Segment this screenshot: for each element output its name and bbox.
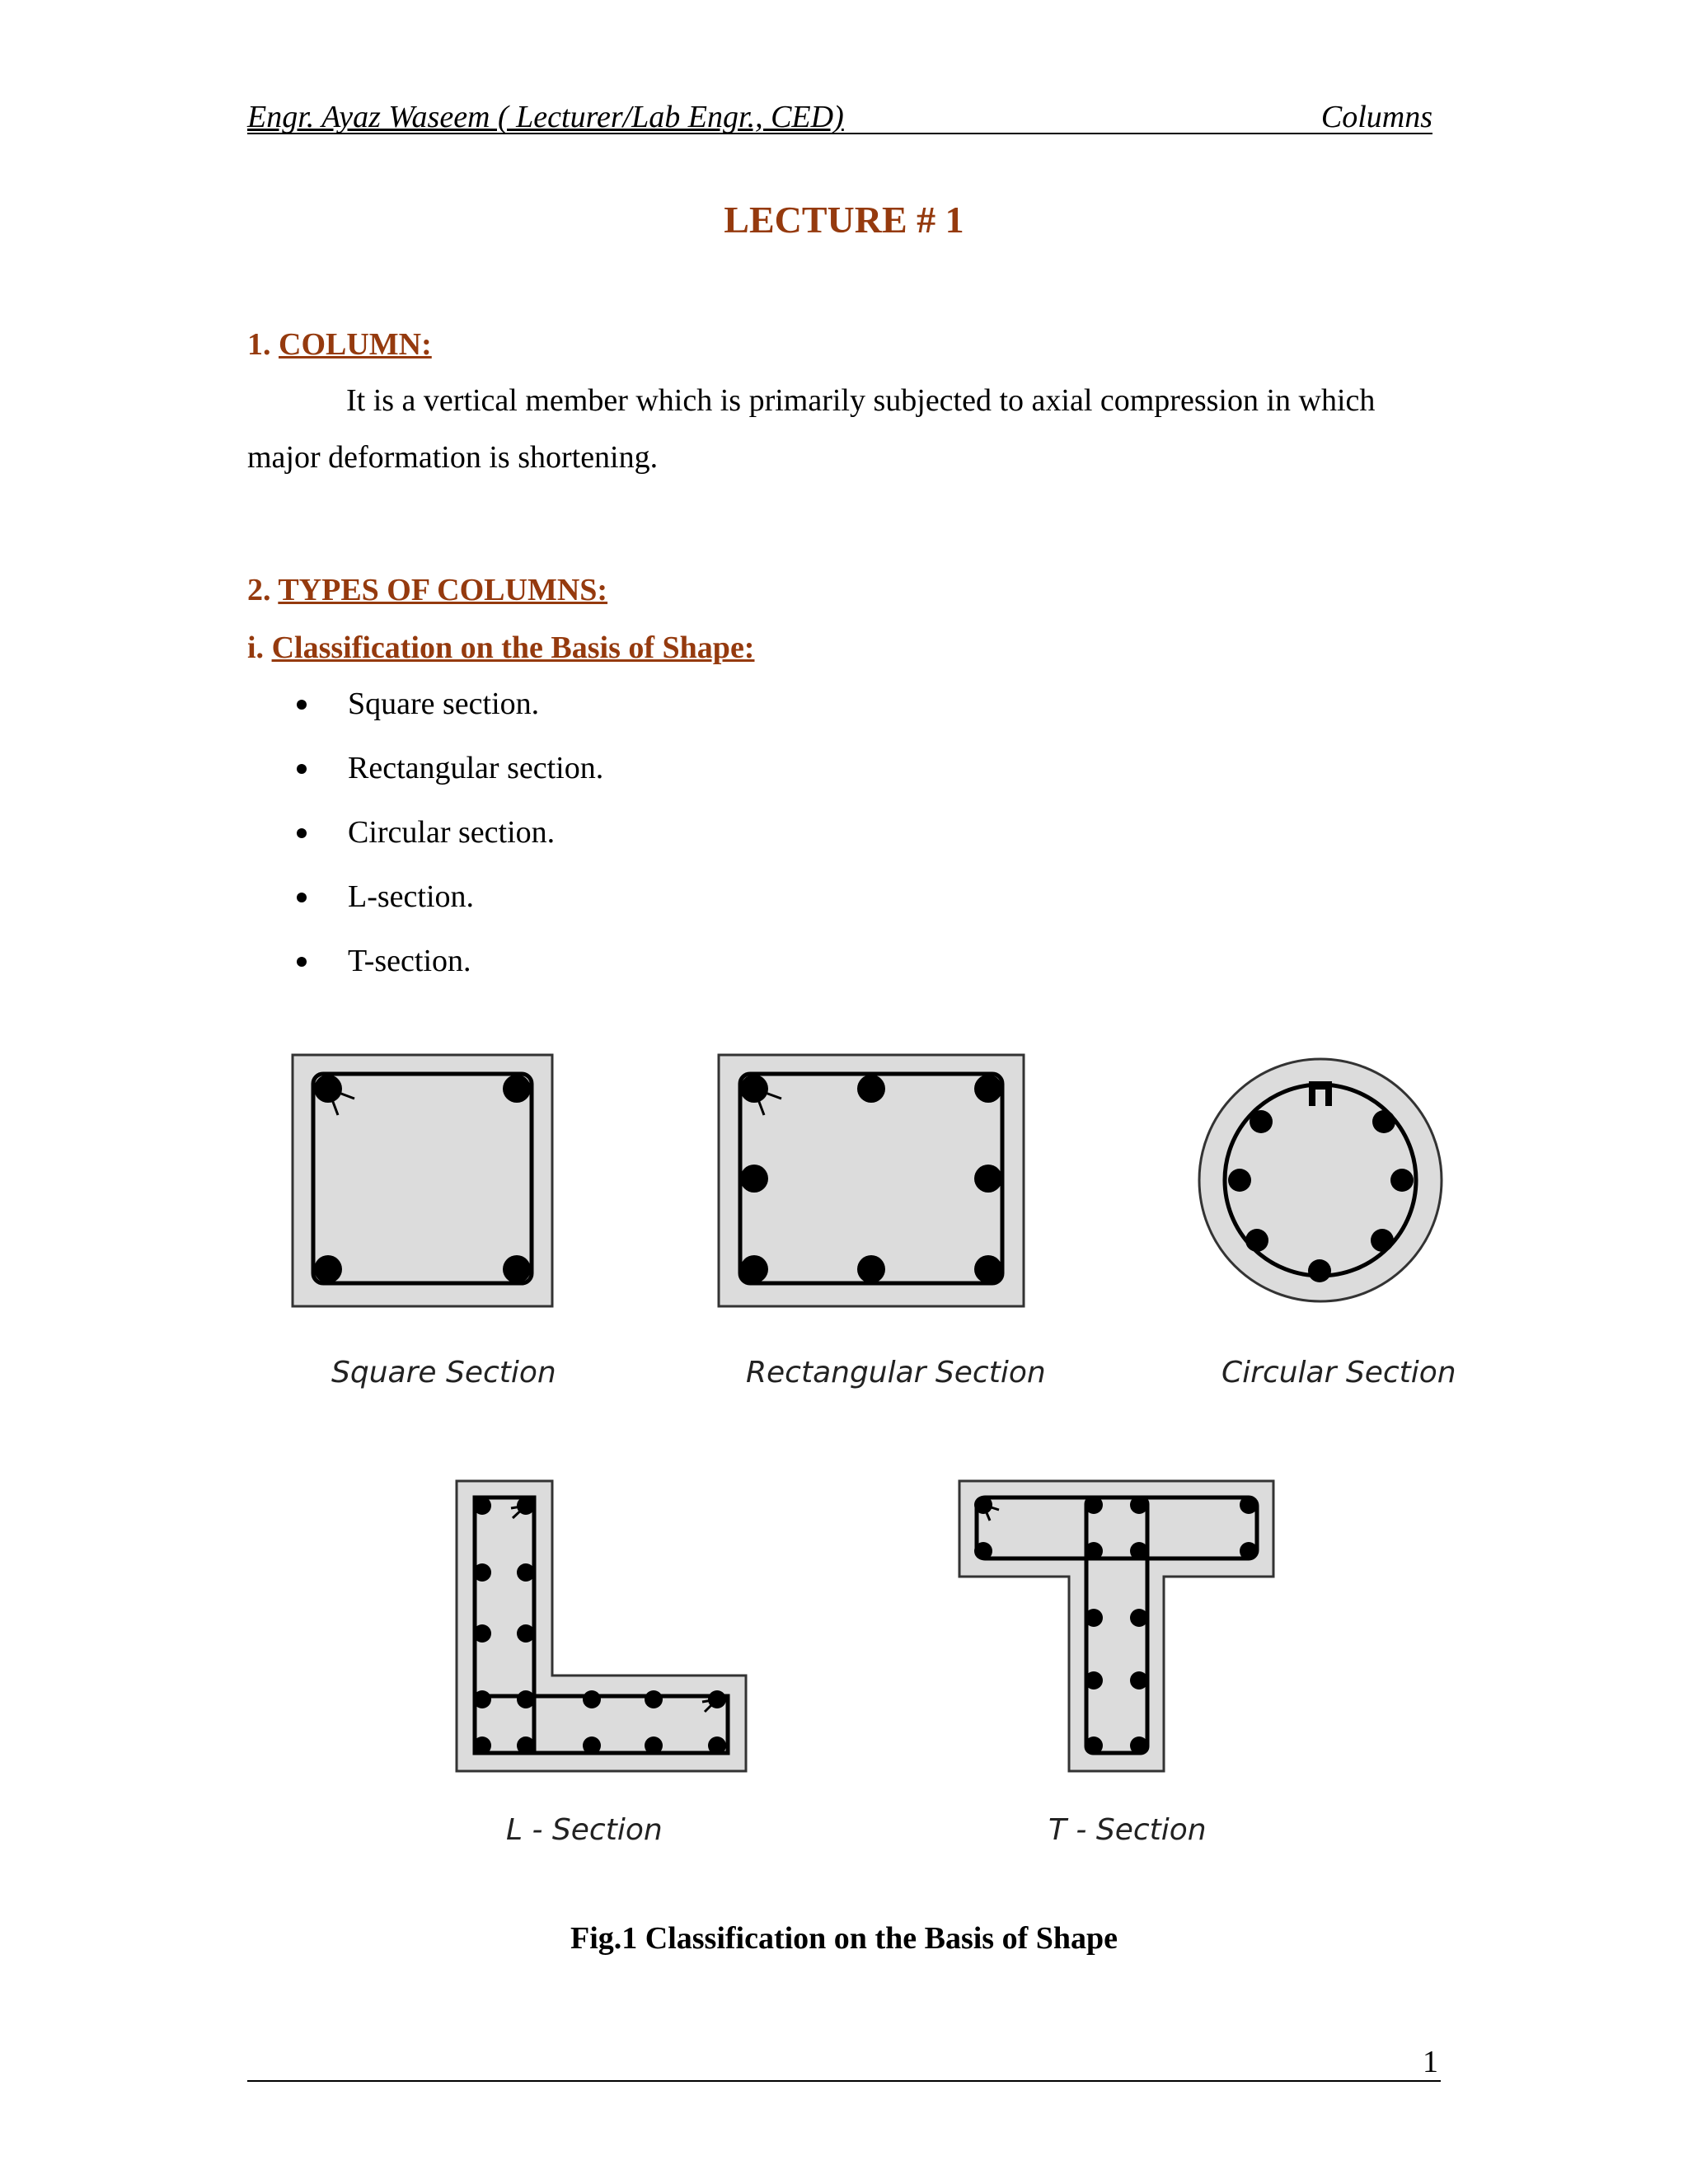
header-subject: Columns	[1320, 100, 1432, 134]
header-author: Engr. Ayaz Waseem ( Lecturer/Lab Engr., CED)	[247, 100, 844, 134]
footer-rule	[247, 2080, 1441, 2082]
t-section-diagram	[959, 1481, 1273, 1771]
rectangular-section-label: Rectangular Section	[746, 1356, 1046, 1390]
figure-caption: Fig.1 Classification on the Basis of Shape	[570, 1921, 1118, 1956]
section-1-number: 1.	[247, 327, 271, 362]
subsection-number: i.	[247, 630, 265, 665]
lecture-title: LECTURE # 1	[724, 199, 964, 241]
page-number: 1	[1423, 2045, 1438, 2079]
circular-section-diagram	[1199, 1059, 1442, 1301]
square-section-label: Square Section	[331, 1356, 556, 1390]
t-section-label: T - Section	[1048, 1813, 1207, 1847]
section-2-number: 2.	[247, 573, 271, 607]
section-2-title: TYPES OF COLUMNS:	[278, 573, 608, 607]
rectangular-section-diagram	[719, 1055, 1024, 1306]
l-section-label: L - Section	[506, 1813, 663, 1847]
section-1-text: It is a vertical member which is primarily subjected to axial compression in which major deformation is shortening.	[247, 383, 1376, 475]
section-1-title: COLUMN:	[279, 327, 432, 362]
square-section-diagram	[293, 1055, 552, 1306]
circular-section-label: Circular Section	[1221, 1356, 1456, 1390]
l-section-diagram	[457, 1481, 746, 1771]
subsection-title: Classification on the Basis of Shape:	[271, 630, 755, 665]
